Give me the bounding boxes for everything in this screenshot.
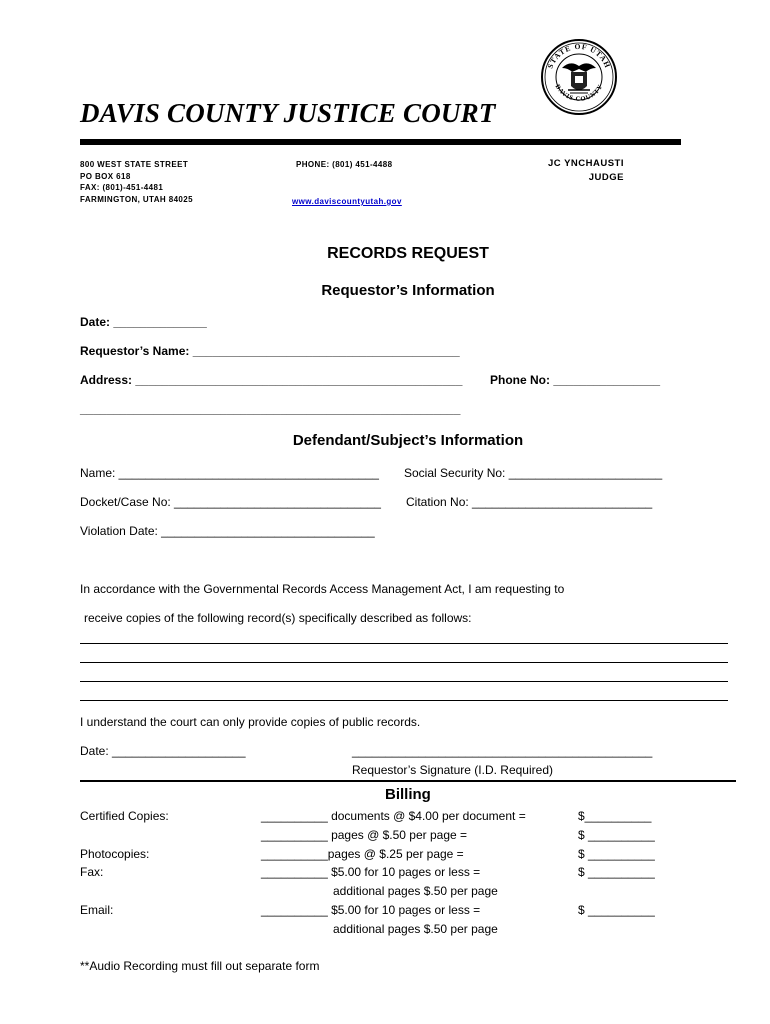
signature-field[interactable]: _____________________________________________ xyxy=(352,744,653,758)
address-line: FARMINGTON, UTAH 84025 xyxy=(80,194,193,204)
billing-heading: Billing xyxy=(385,786,431,803)
description-line[interactable] xyxy=(80,662,728,663)
billing-description[interactable]: __________ $5.00 for 10 pages or less = xyxy=(261,903,481,917)
judge-title: JUDGE xyxy=(588,172,624,183)
billing-label: Certified Copies: xyxy=(80,809,169,823)
signature-date-field[interactable]: Date: ____________________ xyxy=(80,744,246,758)
svg-text:DAVIS COUNTY: DAVIS COUNTY xyxy=(553,83,605,103)
requestor-heading: Requestor’s Information xyxy=(321,282,495,299)
judge-block xyxy=(520,157,624,185)
grama-statement-cont: receive copies of the following record(s) specifically described as follows: xyxy=(84,611,472,625)
svg-text:STATE OF UTAH: STATE OF UTAH xyxy=(545,41,613,70)
judge-name: JC YNCHAUSTI xyxy=(547,158,624,169)
audio-recording-note: **Audio Recording must fill out separate form xyxy=(80,959,320,973)
defendant-heading: Defendant/Subject’s Information xyxy=(292,432,524,449)
date-field[interactable]: Date: ______________ xyxy=(80,315,207,329)
address-line: FAX: (801)-451-4481 xyxy=(80,183,164,192)
address-line: PO BOX 618 xyxy=(80,171,131,181)
billing-amount[interactable]: $ __________ xyxy=(578,847,655,861)
billing-amount[interactable]: $ __________ xyxy=(578,865,655,879)
description-line[interactable] xyxy=(80,681,728,682)
phone-field[interactable]: Phone No: ________________ xyxy=(490,373,661,387)
court-address xyxy=(80,159,193,205)
form-title: RECORDS REQUEST xyxy=(327,245,489,262)
address-field[interactable]: Address: _________________________________________________ xyxy=(80,373,463,387)
billing-amount[interactable]: $ __________ xyxy=(578,828,655,842)
billing-description: additional pages $.50 per page xyxy=(333,884,498,898)
description-line[interactable] xyxy=(80,700,728,701)
signature-caption: Requestor’s Signature (I.D. Required) xyxy=(352,763,553,777)
citation-field[interactable]: Citation No: ___________________________ xyxy=(406,495,653,509)
court-phone: PHONE: (801) 451-4488 xyxy=(296,160,393,169)
billing-description: additional pages $.50 per page xyxy=(333,922,498,936)
billing-label: Email: xyxy=(80,903,114,917)
docket-case-field[interactable]: Docket/Case No: _______________________________ xyxy=(80,495,381,509)
title-rule xyxy=(80,139,681,145)
billing-divider xyxy=(80,780,736,782)
public-records-statement: I understand the court can only provide copies of public records. xyxy=(80,715,421,729)
requestor-name-field[interactable]: Requestor’s Name: ________________________________________ xyxy=(80,344,460,358)
ssn-field[interactable]: Social Security No: _______________________ xyxy=(404,466,663,480)
address-field-line2[interactable]: _________________________________________________________ xyxy=(80,402,461,416)
billing-description[interactable]: __________ pages @ $.50 per page = xyxy=(261,828,468,842)
billing-description[interactable]: __________pages @ $.25 per page = xyxy=(261,847,464,861)
defendant-name-field[interactable]: Name: _______________________________________ xyxy=(80,466,379,480)
billing-label: Fax: xyxy=(80,865,104,879)
court-website-link[interactable]: www.daviscountyutah.gov xyxy=(292,197,402,206)
billing-description[interactable]: __________ documents @ $4.00 per document = xyxy=(261,809,526,823)
description-line[interactable] xyxy=(80,643,728,644)
billing-description[interactable]: __________ $5.00 for 10 pages or less = xyxy=(261,865,481,879)
billing-label: Photocopies: xyxy=(80,847,150,861)
grama-statement: In accordance with the Governmental Records Access Management Act, I am requesting to xyxy=(80,582,565,596)
address-line: 800 WEST STATE STREET xyxy=(80,160,189,169)
violation-date-field[interactable]: Violation Date: ________________________________ xyxy=(80,524,375,538)
billing-amount[interactable]: $ __________ xyxy=(578,903,655,917)
state-of-utah-seal xyxy=(540,38,618,116)
court-name: DAVIS COUNTY JUSTICE COURT xyxy=(80,98,496,128)
billing-amount[interactable]: $__________ xyxy=(578,809,652,823)
